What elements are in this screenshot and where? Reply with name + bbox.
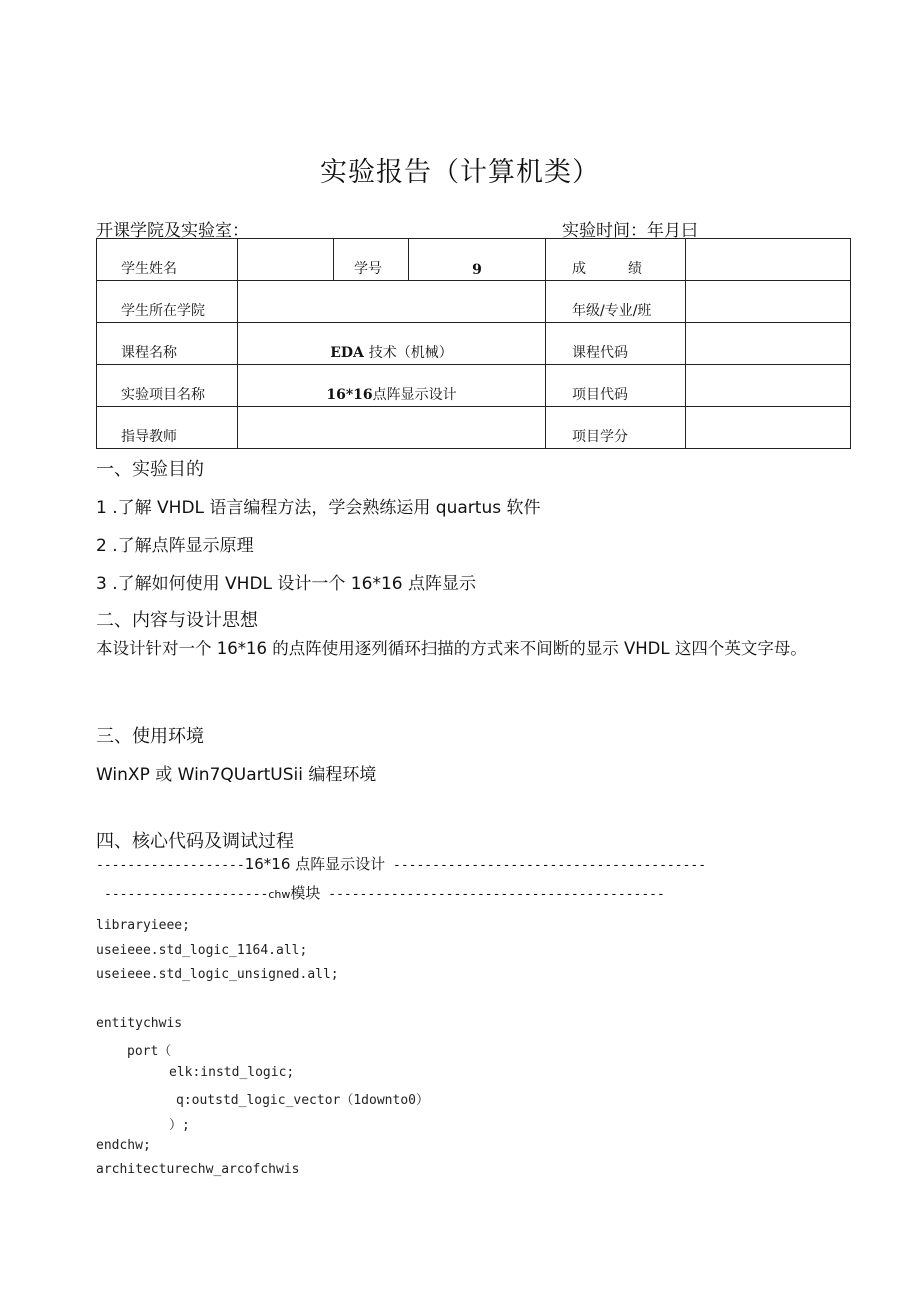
section-heading-code: 四、核心代码及调试过程: [96, 831, 294, 852]
banner-title-text: 16*16 点阵显示设计: [244, 855, 386, 873]
code-line: entitychwis: [96, 1016, 183, 1031]
page-title: 实验报告（计算机类）: [320, 157, 600, 188]
project-value-latin: 16*16: [326, 387, 373, 403]
code-line: ）;: [169, 1118, 190, 1133]
course-value: [238, 323, 546, 365]
project-label: 实验项目名称: [97, 365, 238, 407]
course-code-label: 课程代码: [546, 323, 686, 365]
teacher-value: [238, 407, 546, 449]
table-row: [97, 407, 851, 449]
project-value-cn: 点阵显示设计: [372, 387, 457, 403]
credit-label: 项目学分: [546, 407, 686, 449]
course-value-latin: EDA: [330, 345, 364, 361]
college-label: 学生所在学院: [97, 281, 238, 323]
code-line: elk:instd_logic;: [169, 1065, 295, 1080]
section-heading-environment: 三、使用环境: [96, 726, 204, 747]
info-table: [96, 238, 851, 449]
table-row: [97, 323, 851, 365]
project-value: [238, 365, 546, 407]
code-banner-module: [104, 882, 665, 903]
table-row: [97, 365, 851, 407]
credit-value: [686, 407, 851, 449]
environment-text: WinXP 或 Win7QUartUSii 编程环境: [96, 765, 377, 785]
student-name-value: [238, 239, 334, 281]
banner-module-name: chw: [268, 888, 291, 901]
school-lab-label: 开课学院及实验室：: [96, 221, 249, 241]
class-label: 年级/专业/班: [546, 281, 686, 323]
table-row: [97, 239, 851, 281]
student-no-value: 9: [409, 239, 546, 281]
banner-dashes-left: ---------------------: [104, 887, 269, 902]
experiment-time-label: 实验时间：年月曰: [562, 221, 698, 241]
purpose-item: 2 .了解点阵显示原理: [96, 536, 254, 556]
grade-label: 成 绩: [546, 239, 686, 281]
course-value-cn: 技术（机械）: [368, 345, 453, 361]
code-line: endchw;: [96, 1138, 151, 1153]
code-line: useieee.std_logic_unsigned.all;: [96, 967, 339, 982]
project-code-label: 项目代码: [546, 365, 686, 407]
student-name-label: 学生姓名: [97, 239, 238, 281]
code-line: q:outstd_logic_vector（1downto0）: [176, 1093, 429, 1108]
course-label: 课程名称: [97, 323, 238, 365]
project-code-value: [686, 365, 851, 407]
section-heading-content: 二、内容与设计思想: [96, 610, 258, 631]
teacher-label: 指导教师: [97, 407, 238, 449]
banner-dashes-right: -------------------------------------------: [328, 887, 665, 902]
purpose-item: 1 .了解 VHDL 语言编程方法，学会熟练运用 quartus 软件: [96, 498, 541, 518]
course-code-value: [686, 323, 851, 365]
grade-value: [686, 239, 851, 281]
class-value: [686, 281, 851, 323]
college-value: [238, 281, 546, 323]
section-heading-purpose: 一、实验目的: [96, 459, 204, 480]
table-row: [97, 281, 851, 323]
student-no-label: 学号: [334, 239, 409, 281]
code-line: useieee.std_logic_1164.all;: [96, 943, 308, 958]
code-line: architecturechw_arcofchwis: [96, 1162, 300, 1177]
content-paragraph: 本设计针对一个 16*16 的点阵使用逐列循环扫描的方式来不间断的显示 VHDL 这四个英文字母。: [96, 639, 807, 658]
banner-dashes-right: ----------------------------------------: [393, 858, 707, 873]
purpose-item: 3 .了解如何使用 VHDL 设计一个 16*16 点阵显示: [96, 574, 476, 594]
code-line: libraryieee;: [96, 918, 190, 933]
code-line: port（: [127, 1044, 172, 1059]
banner-module-text: 模块: [290, 884, 321, 902]
code-banner-title: [96, 853, 706, 874]
banner-dashes-left: -------------------: [96, 858, 245, 873]
